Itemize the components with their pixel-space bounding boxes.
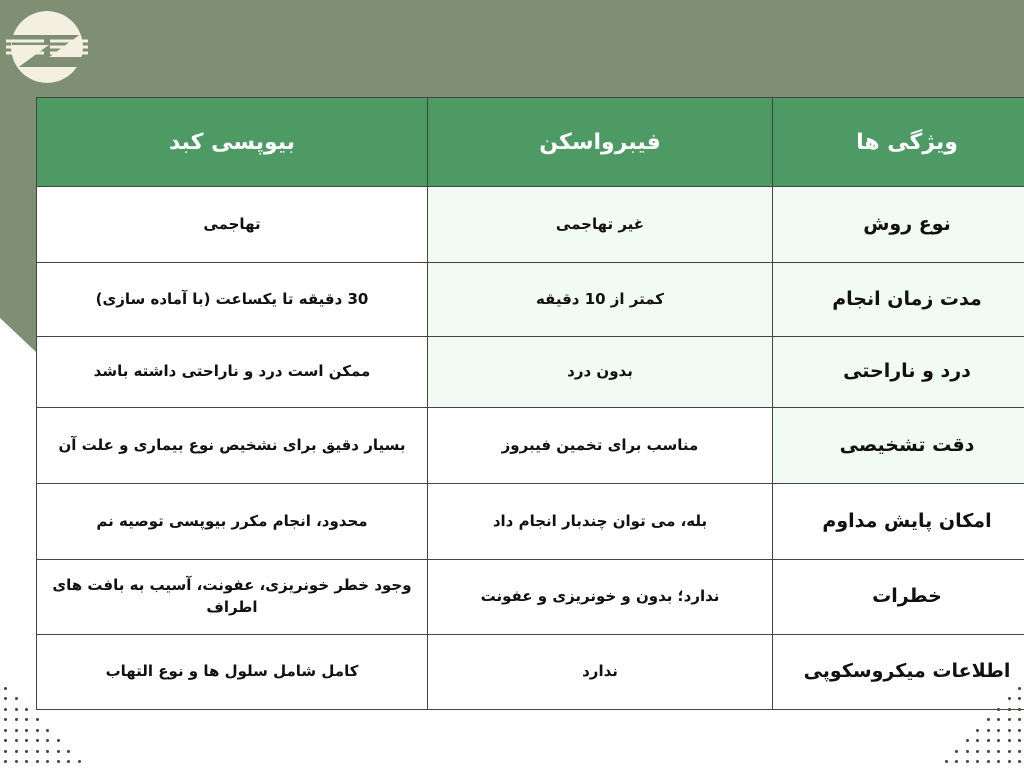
dot: [997, 718, 1000, 721]
fibroscan-cell: کمتر از 10 دقیقه: [428, 263, 773, 337]
dot: [15, 729, 18, 732]
table-header-row: [37, 98, 1024, 187]
header-biopsy: بیوپسی کبد: [37, 98, 428, 187]
dot: [997, 750, 1000, 753]
dot: [1008, 718, 1011, 721]
dot: [25, 760, 28, 763]
feature-cell: خطرات: [773, 560, 1024, 635]
dot: [15, 750, 18, 753]
fibroscan-cell: بله، می توان چندبار انجام داد: [428, 484, 773, 560]
dot: [15, 718, 18, 721]
dot: [4, 750, 7, 753]
dot: [955, 750, 958, 753]
dot: [997, 760, 1000, 763]
dot: [67, 750, 70, 753]
biopsy-cell: ممکن است درد و ناراحتی داشته باشد: [37, 337, 428, 408]
fibroscan-cell: ندارد؛ بدون و خونریزی و عفونت: [428, 560, 773, 635]
dot: [25, 708, 28, 711]
biopsy-cell: وجود خطر خونریزی، عفونت، آسیب به بافت های اطراف: [37, 560, 428, 635]
dot: [997, 729, 1000, 732]
dot: [1008, 750, 1011, 753]
dot: [4, 739, 7, 742]
dot: [46, 760, 49, 763]
table-row: [37, 337, 1024, 408]
table-row: [37, 408, 1024, 484]
dot: [1018, 687, 1021, 690]
table-row: [37, 560, 1024, 635]
dot: [25, 750, 28, 753]
feature-cell: امکان پایش مداوم: [773, 484, 1024, 560]
biopsy-cell: تهاجمی: [37, 187, 428, 263]
dot: [46, 739, 49, 742]
feature-cell: درد و ناراحتی: [773, 337, 1024, 408]
fibroscan-cell: غیر تهاجمی: [428, 187, 773, 263]
dot: [57, 739, 60, 742]
dot: [4, 708, 7, 711]
dot: [78, 760, 81, 763]
dot: [955, 760, 958, 763]
biopsy-cell: کامل شامل سلول ها و نوع التهاب: [37, 635, 428, 710]
dot: [36, 729, 39, 732]
dot: [4, 729, 7, 732]
dot: [976, 760, 979, 763]
table-row: [37, 484, 1024, 560]
dot: [4, 718, 7, 721]
dot: [36, 739, 39, 742]
dot: [966, 750, 969, 753]
dot: [36, 718, 39, 721]
dot: [36, 750, 39, 753]
dot: [46, 750, 49, 753]
feature-cell: دقت تشخیصی: [773, 408, 1024, 484]
header-features: ویژگی ها: [773, 98, 1024, 187]
dot: [966, 760, 969, 763]
feature-cell: مدت زمان انجام: [773, 263, 1024, 337]
dot: [997, 739, 1000, 742]
dot: [36, 760, 39, 763]
fibroscan-cell: ندارد: [428, 635, 773, 710]
dot: [4, 760, 7, 763]
dot: [1008, 708, 1011, 711]
comparison-table: [36, 97, 1024, 710]
dot: [4, 697, 7, 700]
dot: [987, 760, 990, 763]
feature-cell: نوع روش: [773, 187, 1024, 263]
dot: [1008, 697, 1011, 700]
dot: [4, 687, 7, 690]
dot: [15, 708, 18, 711]
table-row: [37, 635, 1024, 710]
dot: [57, 760, 60, 763]
dot: [966, 739, 969, 742]
dot: [976, 729, 979, 732]
dot: [1008, 760, 1011, 763]
dot: [1018, 760, 1021, 763]
dot: [1018, 729, 1021, 732]
header-fibroscan: فیبرواسکن: [428, 98, 773, 187]
dot: [1018, 718, 1021, 721]
dot: [1008, 739, 1011, 742]
dot: [25, 739, 28, 742]
logo-icon: [4, 4, 90, 90]
dot: [1018, 697, 1021, 700]
dot: [25, 718, 28, 721]
dot: [15, 760, 18, 763]
dot: [1008, 729, 1011, 732]
dot: [997, 708, 1000, 711]
fibroscan-cell: بدون درد: [428, 337, 773, 408]
table-row: [37, 187, 1024, 263]
dot: [987, 729, 990, 732]
dot: [987, 718, 990, 721]
fibroscan-cell: مناسب برای تخمین فیبروز: [428, 408, 773, 484]
dot: [1018, 708, 1021, 711]
biopsy-cell: بسیار دقیق برای نشخیص نوع بیماری و علت آن: [37, 408, 428, 484]
dot: [987, 750, 990, 753]
table-row: [37, 263, 1024, 337]
dot: [15, 739, 18, 742]
dot: [976, 750, 979, 753]
feature-cell: اطلاعات میکروسکوپی: [773, 635, 1024, 710]
dot: [67, 760, 70, 763]
dot: [976, 739, 979, 742]
dot: [987, 739, 990, 742]
dot: [945, 760, 948, 763]
dot: [46, 729, 49, 732]
biopsy-cell: محدود، انجام مکرر بیوپسی توصیه نم: [37, 484, 428, 560]
dot: [1018, 739, 1021, 742]
biopsy-cell: 30 دقیقه تا یکساعت (با آماده سازی): [37, 263, 428, 337]
dot: [1018, 750, 1021, 753]
dot: [25, 729, 28, 732]
dot: [15, 697, 18, 700]
dot: [57, 750, 60, 753]
